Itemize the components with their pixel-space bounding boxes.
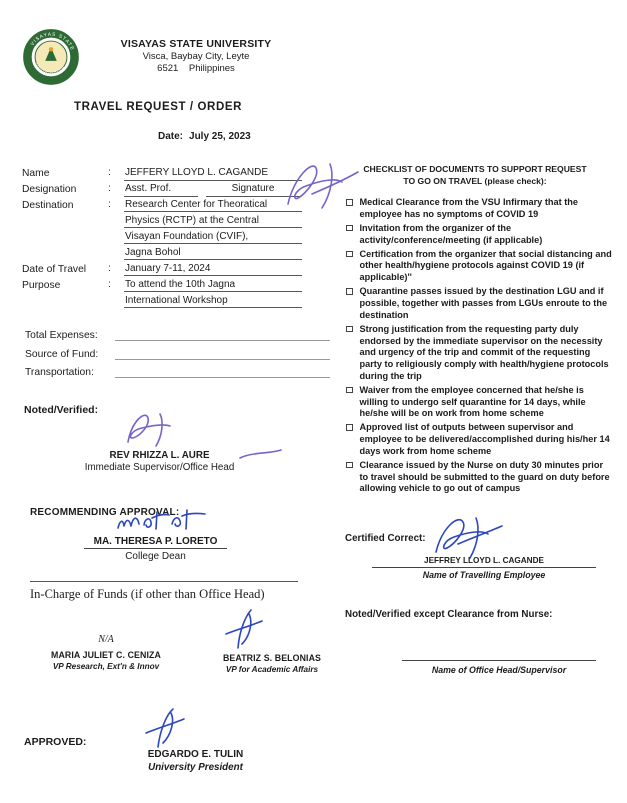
- name-value-cell: [124, 166, 332, 182]
- source-of-fund-label: Source of Fund:: [25, 348, 99, 360]
- document-title: TRAVEL REQUEST / ORDER: [74, 101, 243, 113]
- vp-academic-name: BEATRIZ S. BELONIAS: [222, 653, 322, 663]
- checklist-item-text: Approved list of outputs between supervisor and employee to be delivered/accomplished during his/her 14 days work from home scheme: [359, 422, 610, 456]
- checkbox-icon: [346, 288, 353, 295]
- date-of-travel-label: Date of Travel: [22, 263, 87, 275]
- svg-text:VISAYAS STATE: VISAYAS STATE: [30, 32, 75, 52]
- checkbox-icon: [346, 326, 353, 333]
- employee-signature: [428, 510, 506, 562]
- checkbox-icon: [346, 225, 353, 232]
- travelling-employee-name: JEFFREY LLOYD L. CAGANDE: [372, 556, 596, 568]
- checklist-item: [346, 324, 614, 382]
- dean-title: College Dean: [125, 551, 186, 562]
- date-value: July 25, 2023: [189, 131, 251, 142]
- purpose-label: Purpose: [22, 279, 61, 291]
- supervisor-name: REV RHIZZA L. AURE: [109, 450, 210, 461]
- transportation-label: Transportation:: [25, 367, 94, 378]
- request-fields: [22, 166, 332, 310]
- funds-caption: In-Charge of Funds (if other than Office Head): [30, 587, 265, 601]
- total-expenses-row: [25, 327, 330, 341]
- checklist-item: [346, 249, 614, 284]
- svg-text:UNIVERSITY: UNIVERSITY: [32, 63, 68, 78]
- destination-label: Destination: [22, 199, 74, 211]
- checklist-title-line1: CHECKLIST OF DOCUMENTS TO SUPPORT REQUEST: [363, 164, 587, 174]
- colon: :: [108, 278, 111, 290]
- vp-research-block: [25, 634, 187, 671]
- total-expenses-blank-line: [115, 329, 330, 341]
- checklist-item: [346, 460, 614, 495]
- president-signature: [138, 705, 190, 751]
- designation-value: Asst. Prof.: [124, 182, 198, 197]
- checkbox-icon: [346, 199, 353, 206]
- checklist-item: [346, 385, 614, 420]
- recommending-approval-label: RECOMMENDING APPROVAL:: [30, 507, 180, 518]
- checklist-item-text: Certification from the organizer that social distancing and other health/hygiene protocols against COVID 19 (if applicable)'': [359, 248, 612, 283]
- dean-name: MA. THERESA P. LORETO: [84, 536, 228, 549]
- supervisor-block: [52, 450, 267, 473]
- funds-signature-line: [30, 581, 298, 582]
- checkbox-icon: [346, 462, 353, 469]
- letterhead: [98, 38, 294, 74]
- checklist-item: [346, 422, 614, 457]
- travelling-employee-block: [372, 556, 596, 580]
- purpose-value-cell: [124, 278, 332, 310]
- total-expenses-label: Total Expenses:: [25, 330, 98, 341]
- destination-line4: Jagna Bohol: [124, 246, 302, 261]
- expense-fields: [25, 327, 330, 383]
- checkbox-icon: [346, 387, 353, 394]
- destination-line2: Physics (RCTP) at the Central: [124, 214, 302, 229]
- noted-verified-label: Noted/Verified:: [24, 404, 99, 416]
- checklist-item-text: Strong justification from the requesting party duly endorsed by the immediate supervisor on the necessity and urgency of the trip and commit of the requesting party to religiously comply with health/hygiene protocols during the trip: [359, 323, 609, 381]
- university-address-line1: Visca, Baybay City, Leyte: [142, 51, 250, 62]
- signature-caption: Signature: [206, 182, 300, 197]
- checklist-item-text: Invitation from the organizer of the activity/conference/meeting (if applicable): [359, 222, 543, 245]
- checklist: [346, 197, 614, 498]
- certified-correct-label: Certified Correct:: [345, 533, 426, 544]
- president-name: EDGARDO E. TULIN: [147, 749, 244, 760]
- na-value: N/A: [98, 634, 114, 645]
- checklist-item-text: Quarantine passes issued by the destination LGU and if possible, together with passes from LGUs enroute to the destination: [359, 286, 608, 320]
- transportation-row: [25, 364, 330, 378]
- destination-line1: Research Center for Theoratical: [124, 198, 302, 213]
- date-of-travel-value: January 7-11, 2024: [124, 262, 302, 277]
- supervisor-title: Immediate Supervisor/Office Head: [84, 462, 235, 473]
- transportation-blank-line: [115, 366, 330, 378]
- checkbox-icon: [346, 424, 353, 431]
- designation-value-cell: [124, 182, 332, 198]
- checklist-title-line2: TO GO ON TRAVEL (please check):: [403, 175, 547, 186]
- checkbox-icon: [346, 251, 353, 258]
- checklist-title: [340, 164, 610, 187]
- name-label: Name: [22, 168, 50, 179]
- purpose-line2: International Workshop: [124, 294, 302, 309]
- president-block: [108, 749, 283, 773]
- checklist-item: [346, 223, 614, 246]
- supervisor-signature: [120, 406, 182, 452]
- noted-except-label: Noted/Verified except Clearance from Nurse:: [345, 609, 553, 620]
- colon: :: [108, 167, 111, 178]
- university-address-line2: 6521 Philippines: [157, 63, 235, 74]
- date-of-travel-value-cell: [124, 262, 332, 278]
- dean-block: [48, 531, 263, 562]
- source-of-fund-row: [25, 346, 330, 360]
- approved-label: APPROVED:: [24, 736, 87, 748]
- vp-research-name: MARIA JULIET C. CENIZA: [51, 650, 161, 660]
- colon: :: [108, 262, 111, 274]
- university-seal-icon: [22, 28, 80, 86]
- source-of-fund-blank-line: [115, 348, 330, 360]
- vp-research-title: VP Research, Ext'n & Innov: [52, 662, 160, 671]
- colon: :: [108, 198, 111, 210]
- checklist-item: [346, 286, 614, 321]
- checklist-item-text: Clearance issued by the Nurse on duty 30 minutes prior to travel should be submitted to the guard on duty before allowing vehicle to go out of campus: [359, 459, 610, 494]
- name-value: JEFFERY LLOYD L. CAGANDE: [124, 166, 302, 181]
- vp-academic-title: VP for Academic Affairs: [225, 665, 319, 674]
- destination-line3: Visayan Foundation (CVIF),: [124, 230, 302, 245]
- travelling-employee-caption: Name of Travelling Employee: [422, 570, 546, 580]
- office-head-signature-line: [402, 660, 596, 661]
- purpose-line1: To attend the 10th Jagna: [124, 278, 302, 293]
- checklist-item-text: Waiver from the employee concerned that he/she is willing to undergo self quarantine for 14 days, while he/she will be on work from home scheme: [359, 384, 586, 419]
- office-head-caption: Name of Office Head/Supervisor: [431, 665, 567, 675]
- checklist-item-text: Medical Clearance from the VSU Infirmary that the employee has no symptoms of COVID 19: [359, 197, 579, 219]
- destination-value-cell: [124, 198, 332, 262]
- date-label: Date:: [158, 131, 184, 142]
- president-title: University President: [148, 762, 243, 773]
- checklist-item: [346, 197, 614, 220]
- colon: :: [108, 183, 111, 194]
- vp-academic-block: [190, 634, 354, 674]
- university-name: VISAYAS STATE UNIVERSITY: [120, 38, 272, 50]
- designation-label: Designation: [22, 184, 77, 195]
- document-date: [158, 131, 251, 142]
